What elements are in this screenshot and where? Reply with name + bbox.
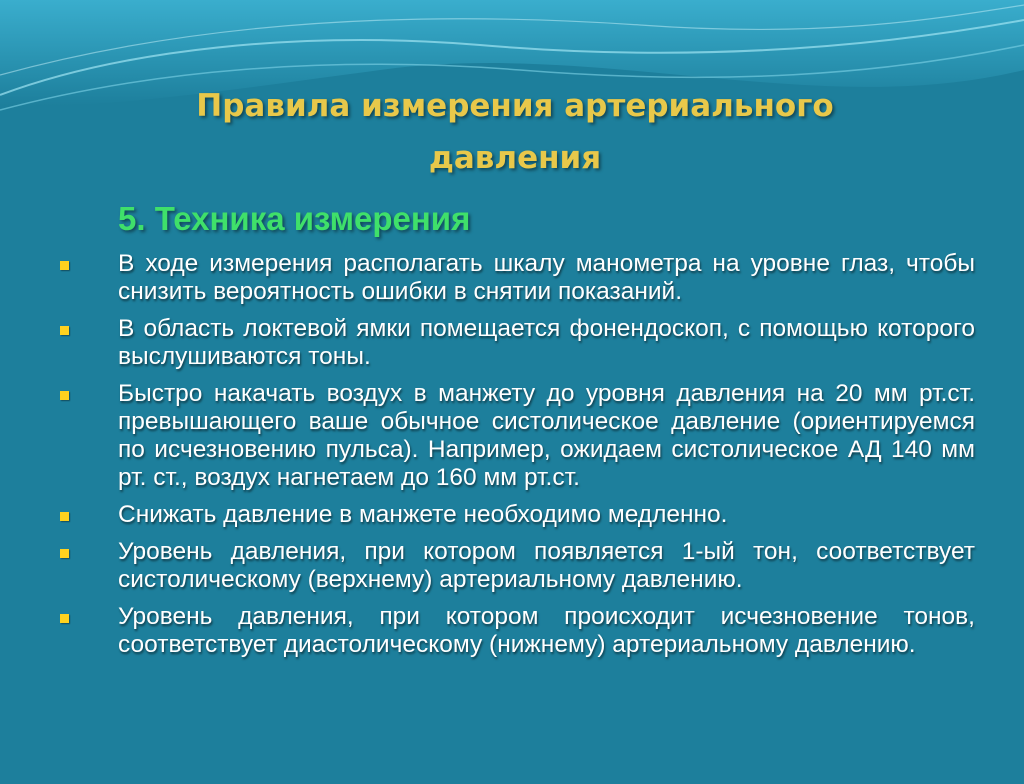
section-subtitle: 5. Техника измерения — [118, 200, 471, 237]
list-item-text: Уровень давления, при котором происходит исчезновение тонов, соответствует диастолическому (нижнему) артериальному давлению. — [118, 603, 975, 658]
list-item-text: В ходе измерения располагать шкалу манометра на уровне глаз, чтобы снизить вероятность ошибки в снятии показаний. — [118, 250, 975, 305]
slide-title: Правила измерения артериального давления — [196, 88, 834, 176]
list-item-text: В область локтевой ямки помещается фонендоскоп, с помощью которого выслушиваются тоны. — [118, 315, 975, 370]
square-bullet-icon — [60, 391, 69, 400]
list-item — [60, 380, 975, 492]
list-item — [60, 603, 975, 659]
square-bullet-icon — [60, 614, 69, 623]
list-item — [60, 250, 975, 306]
list-item-text: Быстро накачать воздух в манжету до уровня давления на 20 мм рт.ст. превышающего ваше обычное систолическое давление (ориентируемся по исчезновению пульса). Например, ожидаем систолическое АД 140 мм рт. ст., воздух нагнетаем до 160 мм рт.ст. — [118, 380, 975, 491]
list-item — [60, 315, 975, 371]
bullet-list — [60, 250, 975, 668]
square-bullet-icon — [60, 326, 69, 335]
square-bullet-icon — [60, 549, 69, 558]
list-item-text: Снижать давление в манжете необходимо медленно. — [118, 501, 728, 528]
square-bullet-icon — [60, 512, 69, 521]
list-item — [60, 538, 975, 594]
list-item — [60, 501, 975, 529]
list-item-text: Уровень давления, при котором появляется 1-ый тон, соответствует систолическому (верхнему) артериальному давлению. — [118, 538, 975, 593]
square-bullet-icon — [60, 261, 69, 270]
